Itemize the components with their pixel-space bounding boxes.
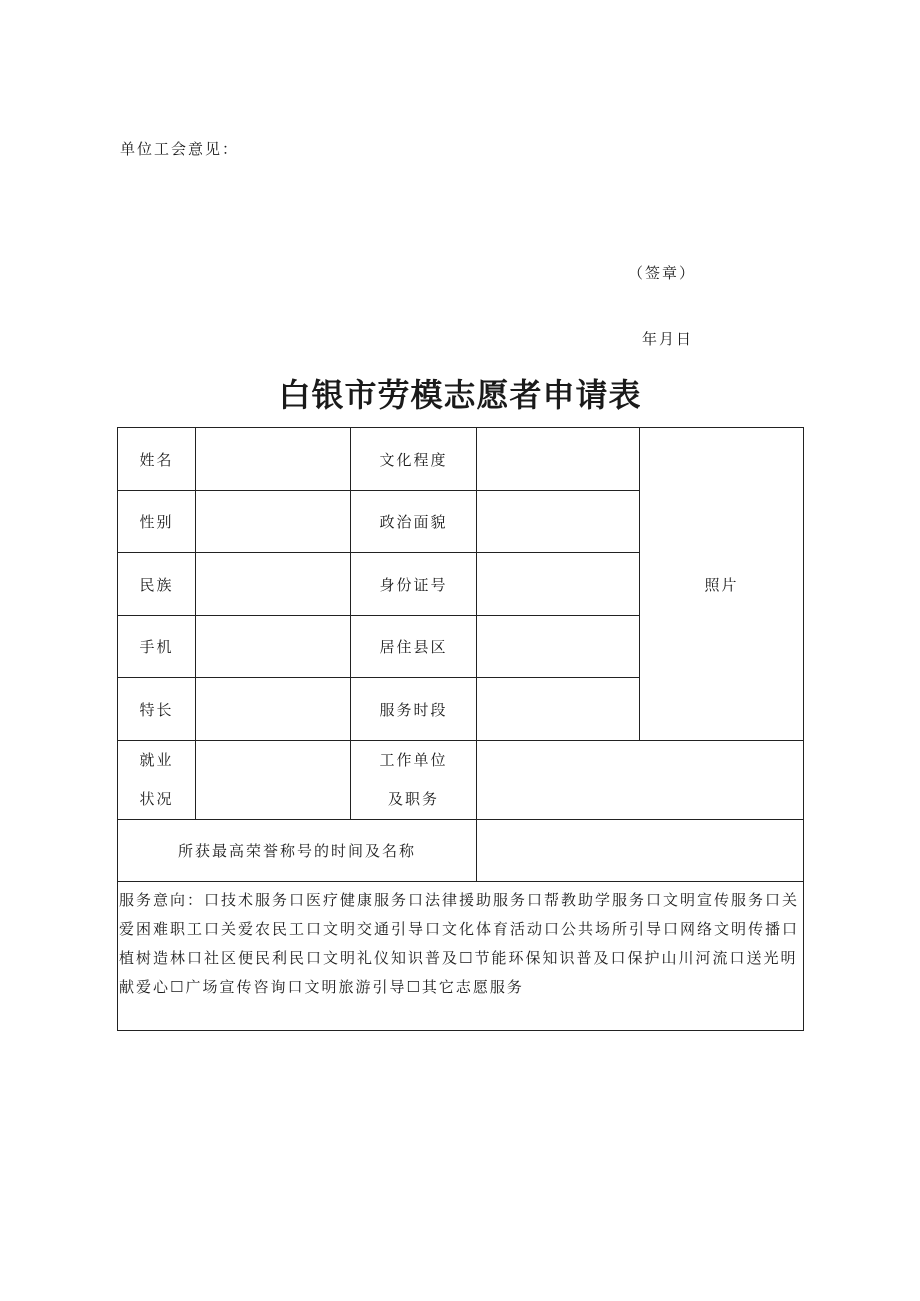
honor-label: 所获最高荣誉称号的时间及名称 bbox=[118, 820, 477, 882]
honor-field[interactable] bbox=[477, 820, 804, 882]
county-field[interactable] bbox=[477, 616, 640, 678]
work-unit-label bbox=[351, 741, 477, 820]
education-field[interactable] bbox=[477, 428, 640, 491]
work-unit-line2: 及职务 bbox=[387, 790, 439, 808]
application-form-table bbox=[117, 427, 804, 1031]
service-period-field[interactable] bbox=[477, 678, 640, 741]
employment-status-label bbox=[118, 741, 196, 820]
seal-label: （签章） bbox=[628, 264, 697, 282]
specialty-label: 特长 bbox=[118, 678, 196, 741]
education-label: 文化程度 bbox=[351, 428, 477, 491]
ethnicity-field[interactable] bbox=[196, 553, 351, 616]
form-title: 白银市劳模志愿者申请表 bbox=[278, 376, 642, 414]
ethnicity-label: 民族 bbox=[118, 553, 196, 616]
gender-label: 性别 bbox=[118, 491, 196, 553]
political-status-field[interactable] bbox=[477, 491, 640, 553]
county-label: 居住县区 bbox=[351, 616, 477, 678]
service-intent-line: 献爱心☐广场宣传咨询口文明旅游引导☐其它志愿服务 bbox=[119, 978, 524, 996]
date-label: 年月日 bbox=[642, 330, 694, 348]
service-intent-line: 爱困难职工口关爱农民工口文明交通引导口文化体育活动口公共场所引导口网络文明传播口 bbox=[119, 920, 800, 938]
work-unit-line1: 工作单位 bbox=[379, 751, 448, 769]
mobile-field[interactable] bbox=[196, 616, 351, 678]
service-intent-cell[interactable] bbox=[118, 882, 804, 1031]
service-period-label: 服务时段 bbox=[351, 678, 477, 741]
gender-field[interactable] bbox=[196, 491, 351, 553]
photo-cell[interactable]: 照片 bbox=[640, 428, 804, 741]
specialty-field[interactable] bbox=[196, 678, 351, 741]
service-intent-line: 服务意向：口技术服务口医疗健康服务口法律援助服务口帮教助学服务口文明宣传服务口关 bbox=[119, 891, 800, 909]
table-row bbox=[118, 820, 804, 882]
table-row bbox=[118, 882, 804, 1031]
work-unit-field[interactable] bbox=[477, 741, 804, 820]
name-field[interactable] bbox=[196, 428, 351, 491]
union-opinion-label: 单位工会意见： bbox=[120, 140, 240, 158]
employment-status-line2: 状况 bbox=[139, 790, 174, 808]
political-status-label: 政治面貌 bbox=[351, 491, 477, 553]
id-number-field[interactable] bbox=[477, 553, 640, 616]
employment-status-line1: 就业 bbox=[139, 751, 174, 769]
service-intent-line: 植树造林口社区便民利民口文明礼仪知识普及☐节能环保知识普及口保护山川河流口送光明 bbox=[119, 949, 798, 967]
table-row bbox=[118, 428, 804, 491]
employment-status-field[interactable] bbox=[196, 741, 351, 820]
mobile-label: 手机 bbox=[118, 616, 196, 678]
id-number-label: 身份证号 bbox=[351, 553, 477, 616]
table-row bbox=[118, 741, 804, 820]
name-label: 姓名 bbox=[118, 428, 196, 491]
